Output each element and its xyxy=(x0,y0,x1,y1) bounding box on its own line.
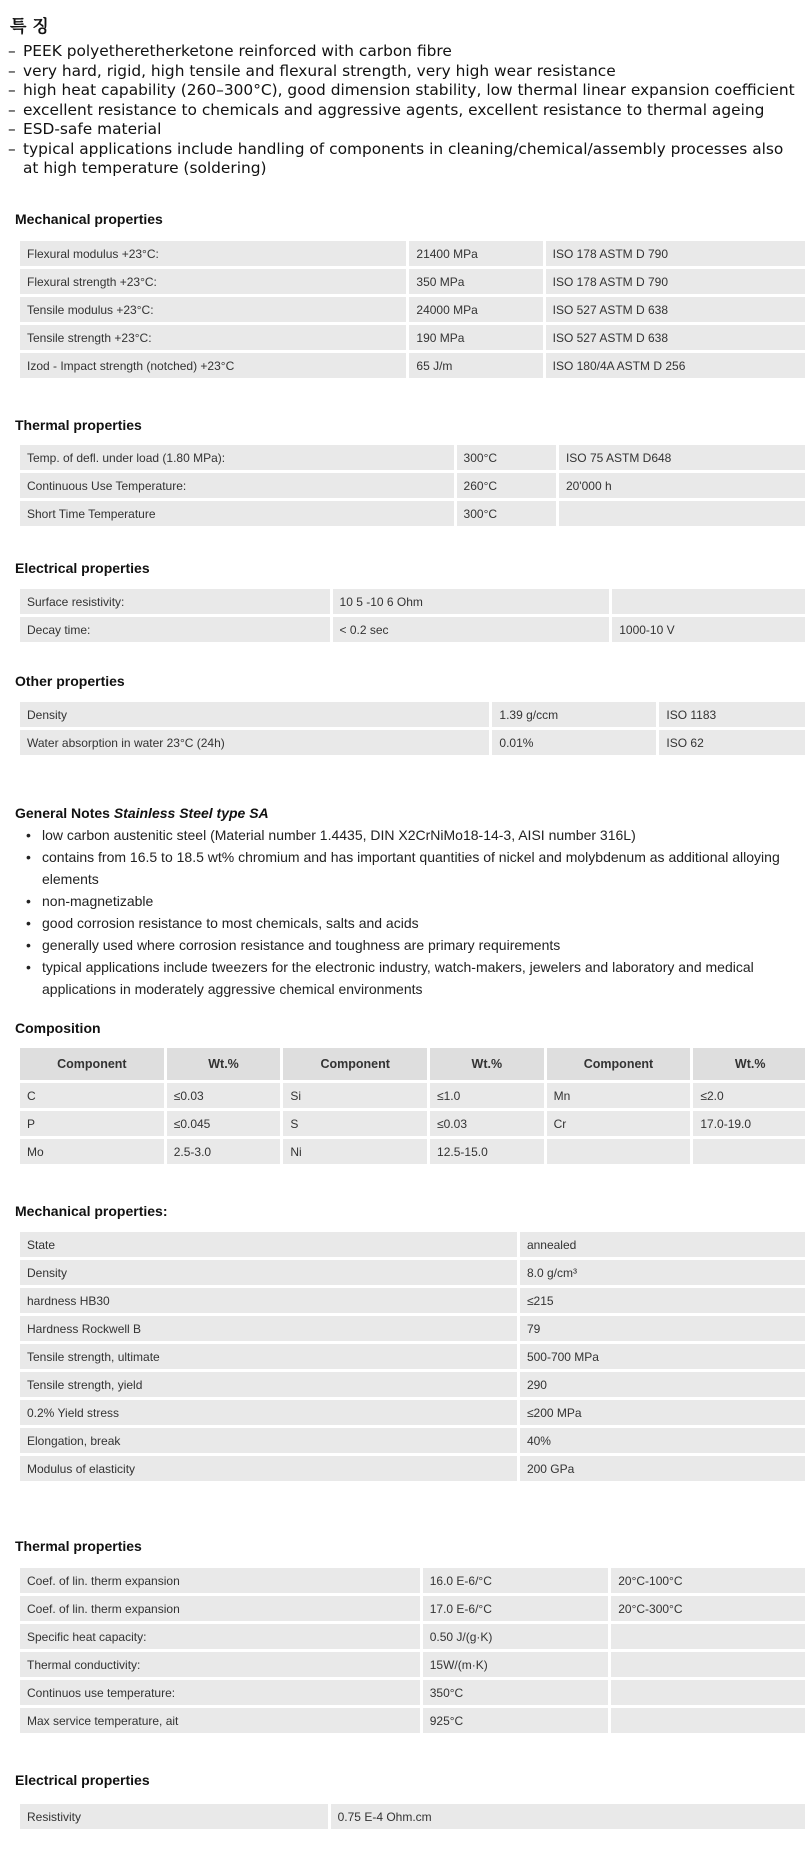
component-cell xyxy=(547,1139,691,1164)
table-header-row xyxy=(20,1048,805,1080)
property-standard: ISO 1183 xyxy=(659,702,805,727)
list-item: • non-magnetizable xyxy=(26,893,154,909)
list-item: • contains from 16.5 to 18.5 wt% chromium and has important quantities of nickel and molybdenum as additional alloying elements xyxy=(26,849,780,887)
peek-other-title: Other properties xyxy=(15,673,125,689)
table-row xyxy=(20,1232,805,1257)
weight-cell: 12.5-15.0 xyxy=(430,1139,544,1164)
table-row xyxy=(20,325,805,350)
table-row xyxy=(20,1344,805,1369)
property-standard: ISO 75 ASTM D648 xyxy=(559,445,805,470)
table-row xyxy=(20,353,805,378)
table-row xyxy=(20,1568,805,1593)
property-name: Resistivity xyxy=(20,1804,328,1829)
table-row xyxy=(20,1288,805,1313)
property-value: 300°C xyxy=(457,501,556,526)
component-cell: Si xyxy=(283,1083,427,1108)
property-value: 65 J/m xyxy=(409,353,542,378)
table-row xyxy=(20,1400,805,1425)
property-name: Continuous Use Temperature: xyxy=(20,473,454,498)
column-header: Wt.% xyxy=(693,1048,805,1080)
ss-electrical-title: Electrical properties xyxy=(15,1772,150,1788)
property-value: 350°C xyxy=(423,1680,609,1705)
general-notes-list xyxy=(26,824,796,1000)
table-row xyxy=(20,1804,805,1829)
property-standard: ISO 180/4A ASTM D 256 xyxy=(546,353,805,378)
weight-cell: ≤0.03 xyxy=(167,1083,281,1108)
peek-thermal-title: Thermal properties xyxy=(15,417,142,433)
property-range: 20°C-100°C xyxy=(611,1568,805,1593)
feature-item: – typical applications include handling of components in cleaning/chemical/assembly processes also at high temperature (soldering) xyxy=(8,139,784,177)
ss-thermal-table xyxy=(17,1565,805,1736)
property-name: Continuos use temperature: xyxy=(20,1680,420,1705)
feature-item: – excellent resistance to chemicals and aggressive agents, excellent resistance to thermal ageing xyxy=(8,100,765,119)
column-header: Wt.% xyxy=(167,1048,281,1080)
property-value: 79 xyxy=(520,1316,805,1341)
features-title: 특 징 xyxy=(10,17,49,37)
peek-electrical-title: Electrical properties xyxy=(15,560,150,576)
table-row xyxy=(20,473,805,498)
property-value: 200 GPa xyxy=(520,1456,805,1481)
table-row xyxy=(20,1680,805,1705)
component-cell: Mo xyxy=(20,1139,164,1164)
property-range xyxy=(611,1652,805,1677)
table-row xyxy=(20,445,805,470)
ss-mechanical-title: Mechanical properties: xyxy=(15,1203,168,1219)
property-value: 300°C xyxy=(457,445,556,470)
peek-mechanical-title: Mechanical properties xyxy=(15,211,163,227)
property-range xyxy=(611,1708,805,1733)
table-row xyxy=(20,241,805,266)
property-value: 500-700 MPa xyxy=(520,1344,805,1369)
property-name: Modulus of elasticity xyxy=(20,1456,517,1481)
property-value: 40% xyxy=(520,1428,805,1453)
table-row xyxy=(20,1708,805,1733)
weight-cell xyxy=(693,1139,805,1164)
weight-cell: ≤0.045 xyxy=(167,1111,281,1136)
property-name: Flexural modulus +23°C: xyxy=(20,241,406,266)
feature-item: – very hard, rigid, high tensile and flexural strength, very high wear resistance xyxy=(8,61,616,80)
list-item: • generally used where corrosion resistance and toughness are primary requirements xyxy=(26,937,561,953)
peek-other-table xyxy=(17,699,805,758)
property-value: 8.0 g/cm³ xyxy=(520,1260,805,1285)
property-value: 21400 MPa xyxy=(409,241,542,266)
property-standard: ISO 62 xyxy=(659,730,805,755)
property-value: ≤200 MPa xyxy=(520,1400,805,1425)
property-name: Surface resistivity: xyxy=(20,589,330,614)
property-name: Elongation, break xyxy=(20,1428,517,1453)
weight-cell: ≤2.0 xyxy=(693,1083,805,1108)
property-name: Decay time: xyxy=(20,617,330,642)
table-row xyxy=(20,1456,805,1481)
property-value: 10 5 -10 6 Ohm xyxy=(333,589,610,614)
property-standard: ISO 178 ASTM D 790 xyxy=(546,241,805,266)
table-row xyxy=(20,730,805,755)
table-row xyxy=(20,617,805,642)
table-row xyxy=(20,1316,805,1341)
property-name: Density xyxy=(20,1260,517,1285)
composition-table xyxy=(17,1045,805,1167)
feature-item: – ESD-safe material xyxy=(8,120,162,138)
table-row xyxy=(20,1428,805,1453)
property-value: 24000 MPa xyxy=(409,297,542,322)
weight-cell: 2.5-3.0 xyxy=(167,1139,281,1164)
property-name: Temp. of defl. under load (1.80 MPa): xyxy=(20,445,454,470)
table-row xyxy=(20,501,805,526)
component-cell: Cr xyxy=(547,1111,691,1136)
column-header: Wt.% xyxy=(430,1048,544,1080)
property-value: 16.0 E-6/°C xyxy=(423,1568,609,1593)
property-value: 1.39 g/ccm xyxy=(492,702,656,727)
property-name: Short Time Temperature xyxy=(20,501,454,526)
property-name: Izod - Impact strength (notched) +23°C xyxy=(20,353,406,378)
property-name: Water absorption in water 23°C (24h) xyxy=(20,730,489,755)
property-value: 190 MPa xyxy=(409,325,542,350)
property-name: Tensile modulus +23°C: xyxy=(20,297,406,322)
property-value: 0.75 E-4 Ohm.cm xyxy=(331,1804,805,1829)
property-standard: ISO 178 ASTM D 790 xyxy=(546,269,805,294)
property-name: Hardness Rockwell B xyxy=(20,1316,517,1341)
table-row xyxy=(20,702,805,727)
property-standard xyxy=(559,501,805,526)
table-row xyxy=(20,1624,805,1649)
property-name: Tensile strength, ultimate xyxy=(20,1344,517,1369)
property-name: Thermal conductivity: xyxy=(20,1652,420,1677)
list-item: • low carbon austenitic steel (Material number 1.4435, DIN X2CrNiMo18-14-3, AISI number 316L) xyxy=(26,827,636,843)
table-row xyxy=(20,1260,805,1285)
table-row xyxy=(20,1372,805,1397)
property-value: < 0.2 sec xyxy=(333,617,610,642)
list-item: • good corrosion resistance to most chemicals, salts and acids xyxy=(26,915,419,931)
feature-item: – PEEK polyetheretherketone reinforced with carbon fibre xyxy=(8,42,452,60)
weight-cell: ≤0.03 xyxy=(430,1111,544,1136)
column-header: Component xyxy=(20,1048,164,1080)
property-standard: 20'000 h xyxy=(559,473,805,498)
table-row xyxy=(20,297,805,322)
general-notes-title: General Notes Stainless Steel type SA xyxy=(15,805,269,821)
property-value: 15W/(m·K) xyxy=(423,1652,609,1677)
table-row xyxy=(20,589,805,614)
peek-thermal-table xyxy=(17,442,805,529)
property-name: Coef. of lin. therm expansion xyxy=(20,1568,420,1593)
property-value: 260°C xyxy=(457,473,556,498)
property-name: Specific heat capacity: xyxy=(20,1624,420,1649)
property-range: 20°C-300°C xyxy=(611,1596,805,1621)
property-range xyxy=(611,1624,805,1649)
property-standard: 1000-10 V xyxy=(612,617,805,642)
component-cell: S xyxy=(283,1111,427,1136)
property-name: 0.2% Yield stress xyxy=(20,1400,517,1425)
features-list xyxy=(8,42,798,179)
property-standard: ISO 527 ASTM D 638 xyxy=(546,325,805,350)
property-value: 925°C xyxy=(423,1708,609,1733)
property-standard xyxy=(612,589,805,614)
peek-electrical-table xyxy=(17,586,805,645)
component-cell: Mn xyxy=(547,1083,691,1108)
table-row xyxy=(20,269,805,294)
ss-electrical-table xyxy=(17,1801,805,1832)
component-cell: Ni xyxy=(283,1139,427,1164)
property-value: ≤215 xyxy=(520,1288,805,1313)
table-row xyxy=(20,1652,805,1677)
component-cell: C xyxy=(20,1083,164,1108)
general-notes-subtitle: Stainless Steel type SA xyxy=(113,805,269,821)
property-value: 17.0 E-6/°C xyxy=(423,1596,609,1621)
composition-title: Composition xyxy=(15,1020,101,1036)
weight-cell: ≤1.0 xyxy=(430,1083,544,1108)
ss-thermal-title: Thermal properties xyxy=(15,1538,142,1554)
property-name: hardness HB30 xyxy=(20,1288,517,1313)
peek-mechanical-table xyxy=(17,238,805,381)
property-name: State xyxy=(20,1232,517,1257)
property-value: 0.01% xyxy=(492,730,656,755)
weight-cell: 17.0-19.0 xyxy=(693,1111,805,1136)
feature-item: – high heat capability (260–300°C), good dimension stability, low thermal linear expansion coefficient xyxy=(8,81,795,99)
property-value: 290 xyxy=(520,1372,805,1397)
table-row xyxy=(20,1596,805,1621)
property-name: Tensile strength, yield xyxy=(20,1372,517,1397)
table-row xyxy=(20,1083,805,1108)
property-value: annealed xyxy=(520,1232,805,1257)
property-name: Coef. of lin. therm expansion xyxy=(20,1596,420,1621)
table-row xyxy=(20,1139,805,1164)
column-header: Component xyxy=(283,1048,427,1080)
property-range xyxy=(611,1680,805,1705)
property-name: Flexural strength +23°C: xyxy=(20,269,406,294)
property-standard: ISO 527 ASTM D 638 xyxy=(546,297,805,322)
ss-mechanical-table xyxy=(17,1229,805,1484)
property-name: Max service temperature, ait xyxy=(20,1708,420,1733)
table-row xyxy=(20,1111,805,1136)
column-header: Component xyxy=(547,1048,691,1080)
property-value: 0.50 J/(g·K) xyxy=(423,1624,609,1649)
property-name: Density xyxy=(20,702,489,727)
property-value: 350 MPa xyxy=(409,269,542,294)
property-name: Tensile strength +23°C: xyxy=(20,325,406,350)
component-cell: P xyxy=(20,1111,164,1136)
list-item: • typical applications include tweezers for the electronic industry, watch-makers, jewelers and laboratory and medical applications in moderately aggressive chemical environments xyxy=(26,959,754,997)
